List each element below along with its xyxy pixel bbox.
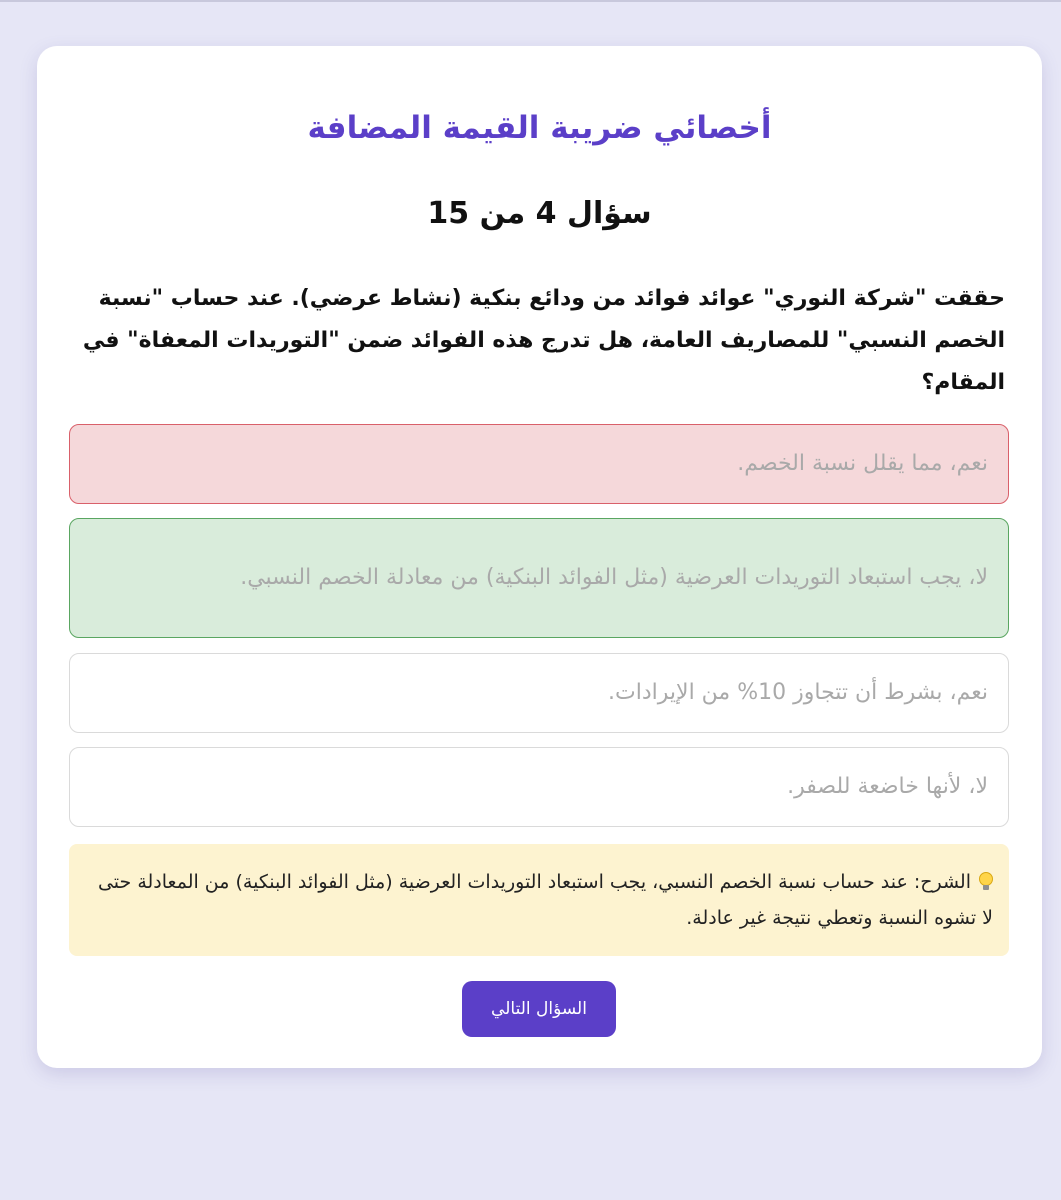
top-divider	[0, 0, 1061, 2]
answer-option-label: لا، يجب استبعاد التوريدات العرضية (مثل الفوائد البنكية) من معادلة الخصم النسبي.	[240, 565, 988, 590]
explanation-text: الشرح: عند حساب نسبة الخصم النسبي، يجب استبعاد التوريدات العرضية (مثل الفوائد البنكية) من المعادلة حتى لا تشوه النسبة وتعطي نتيجة غير عادلة.	[97, 871, 993, 929]
answer-option-label: نعم، مما يقلل نسبة الخصم.	[737, 451, 988, 476]
question-counter: سؤال 4 من 15	[427, 196, 652, 231]
quiz-title: أخصائي ضريبة القيمة المضافة	[307, 110, 772, 146]
explanation-box	[69, 844, 1009, 956]
quiz-card	[37, 46, 1042, 1068]
question-text: حققت "شركة النوري" عوائد فوائد من ودائع بنكية (نشاط عرضي). عند حساب "نسبة الخصم النسبي" للمصاريف العامة، هل تدرج هذه الفوائد ضمن "التوريدات المعفاة" في المقام؟	[82, 286, 1005, 395]
answer-option-label: لا، لأنها خاضعة للصفر.	[787, 774, 988, 799]
lightbulb-icon	[979, 872, 993, 890]
answer-option[interactable]	[69, 653, 1009, 733]
answer-option[interactable]	[69, 747, 1009, 827]
answer-option-label: نعم، بشرط أن تتجاوز 10% من الإيرادات.	[608, 680, 988, 705]
next-question-button[interactable]: السؤال التالي	[462, 981, 616, 1037]
answer-option-wrong[interactable]	[69, 424, 1009, 504]
answer-option-correct[interactable]	[69, 518, 1009, 638]
